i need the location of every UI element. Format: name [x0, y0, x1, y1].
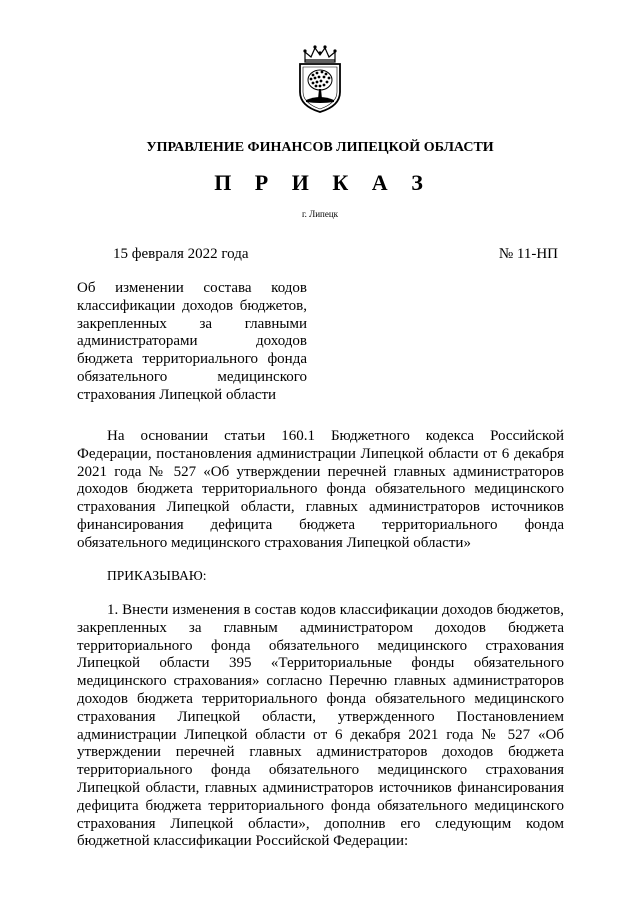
preamble-paragraph: На основании статьи 160.1 Бюджетного кодекса Российской Федерации, постановления администрации Липецкой области от 6 декабря 2021 года № 527 «Об утверждении перечней главных администраторов доходов бюджета территориального фонда обязательного медицинского страхования Липецкой области, главных администраторов источников финансирования дефицита бюджета территориального фонда обязательного медицинского страхования Липецкой области»	[77, 428, 564, 551]
city-label: г. Липецк	[301, 209, 339, 219]
document-subject: Об изменении состава кодов классификации доходов бюджетов, закрепленных за главными администраторами доходов бюджета территориального фонда обязательного медицинского страхования Липецкой области	[77, 280, 307, 403]
item-1-paragraph: 1. Внести изменения в состав кодов классификации доходов бюджетов, закрепленных за главным администратором доходов бюджета территориального фонда обязательного медицинского страхования Липецкой области 395 «Территориальные фонды обязательного медицинского страхования» согласно Перечню главных администраторов доходов бюджета территориального фонда обязательного медицинского страхования Липецкой области, утвержденного Постановлением администрации Липецкой области от 6 декабря 2021 года № 527 «Об утверждении перечней главных администраторов доходов бюджета территориального фонда обязательного медицинского страхования Липецкой области, главных администраторов источников финансирования дефицита бюджета территориального фонда обязательного медицинского страхования Липецкой области», дополнив его следующим кодом бюджетной классификации Российской Федерации:	[77, 602, 564, 850]
document-number: № 11-НП	[498, 246, 558, 262]
document-type-heading: П Р И К А З	[214, 170, 432, 195]
coat-of-arms-icon	[293, 44, 347, 114]
order-word: ПРИКАЗЫВАЮ:	[107, 568, 207, 583]
organization-title: УПРАВЛЕНИЕ ФИНАНСОВ ЛИПЕЦКОЙ ОБЛАСТИ	[146, 140, 494, 155]
document-date: 15 февраля 2022 года	[113, 246, 249, 262]
